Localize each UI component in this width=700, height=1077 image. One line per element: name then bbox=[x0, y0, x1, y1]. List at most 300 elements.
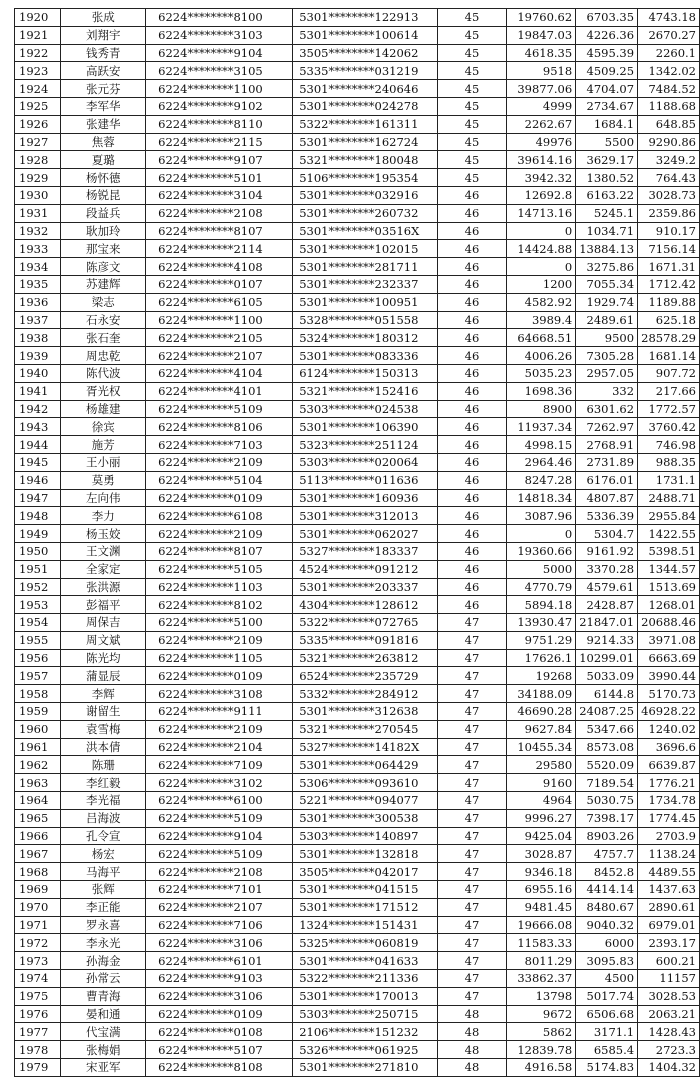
amount-c-cell: 1774.45 bbox=[638, 809, 700, 827]
amount-a-cell: 4582.92 bbox=[506, 293, 575, 311]
row-number-cell: 1979 bbox=[15, 1059, 61, 1077]
bank-card-cell: 6224********6108 bbox=[146, 507, 293, 525]
name-cell: 张元芬 bbox=[61, 80, 146, 98]
age-cell: 46 bbox=[438, 347, 507, 365]
amount-c-cell: 764.43 bbox=[638, 169, 700, 187]
table-row bbox=[15, 293, 700, 311]
amount-a-cell: 19847.03 bbox=[506, 26, 575, 44]
age-cell: 46 bbox=[438, 275, 507, 293]
table-row bbox=[15, 845, 700, 863]
name-cell: 耿加玲 bbox=[61, 222, 146, 240]
name-cell: 张成 bbox=[61, 9, 146, 27]
table-row bbox=[15, 1041, 700, 1059]
amount-b-cell: 1380.52 bbox=[576, 169, 638, 187]
table-row bbox=[15, 898, 700, 916]
table-row bbox=[15, 792, 700, 810]
amount-c-cell: 1776.21 bbox=[638, 774, 700, 792]
table-row bbox=[15, 1005, 700, 1023]
bank-card-cell: 6224********0109 bbox=[146, 1005, 293, 1023]
name-cell: 左向伟 bbox=[61, 489, 146, 507]
age-cell: 47 bbox=[438, 863, 507, 881]
table-row bbox=[15, 525, 700, 543]
id-number-cell: 4524********091212 bbox=[293, 560, 438, 578]
row-number-cell: 1936 bbox=[15, 293, 61, 311]
bank-card-cell: 6224********1105 bbox=[146, 649, 293, 667]
name-cell: 陈彦文 bbox=[61, 258, 146, 276]
age-cell: 46 bbox=[438, 258, 507, 276]
age-cell: 47 bbox=[438, 970, 507, 988]
name-cell: 曹青海 bbox=[61, 987, 146, 1005]
amount-c-cell: 217.66 bbox=[638, 382, 700, 400]
name-cell: 李力 bbox=[61, 507, 146, 525]
amount-a-cell: 14713.16 bbox=[506, 204, 575, 222]
age-cell: 46 bbox=[438, 400, 507, 418]
id-number-cell: 5324********180312 bbox=[293, 329, 438, 347]
name-cell: 陈代波 bbox=[61, 364, 146, 382]
amount-b-cell: 9500 bbox=[576, 329, 638, 347]
row-number-cell: 1931 bbox=[15, 204, 61, 222]
table-row bbox=[15, 863, 700, 881]
amount-b-cell: 7398.17 bbox=[576, 809, 638, 827]
id-number-cell: 5322********161311 bbox=[293, 115, 438, 133]
amount-b-cell: 1034.71 bbox=[576, 222, 638, 240]
row-number-cell: 1930 bbox=[15, 186, 61, 204]
amount-b-cell: 4414.14 bbox=[576, 881, 638, 899]
amount-c-cell: 2723.3 bbox=[638, 1041, 700, 1059]
name-cell: 杨怀德 bbox=[61, 169, 146, 187]
name-cell: 高跃安 bbox=[61, 62, 146, 80]
amount-a-cell: 5035.23 bbox=[506, 364, 575, 382]
row-number-cell: 1960 bbox=[15, 720, 61, 738]
table-row bbox=[15, 115, 700, 133]
name-cell: 王小丽 bbox=[61, 453, 146, 471]
bank-card-cell: 6224********5109 bbox=[146, 845, 293, 863]
amount-b-cell: 4807.87 bbox=[576, 489, 638, 507]
id-number-cell: 5301********300538 bbox=[293, 809, 438, 827]
amount-c-cell: 1138.24 bbox=[638, 845, 700, 863]
amount-b-cell: 2731.89 bbox=[576, 453, 638, 471]
bank-card-cell: 6224********2107 bbox=[146, 347, 293, 365]
id-number-cell: 5301********100951 bbox=[293, 293, 438, 311]
amount-c-cell: 5170.73 bbox=[638, 685, 700, 703]
amount-a-cell: 5894.18 bbox=[506, 596, 575, 614]
amount-c-cell: 3696.6 bbox=[638, 738, 700, 756]
row-number-cell: 1920 bbox=[15, 9, 61, 27]
id-number-cell: 5301********100614 bbox=[293, 26, 438, 44]
amount-b-cell: 7305.28 bbox=[576, 347, 638, 365]
bank-card-cell: 6224********0109 bbox=[146, 667, 293, 685]
row-number-cell: 1965 bbox=[15, 809, 61, 827]
amount-a-cell: 8900 bbox=[506, 400, 575, 418]
row-number-cell: 1978 bbox=[15, 1041, 61, 1059]
id-number-cell: 5301********064429 bbox=[293, 756, 438, 774]
id-number-cell: 5301********232337 bbox=[293, 275, 438, 293]
age-cell: 46 bbox=[438, 186, 507, 204]
age-cell: 45 bbox=[438, 115, 507, 133]
row-number-cell: 1929 bbox=[15, 169, 61, 187]
name-cell: 全家定 bbox=[61, 560, 146, 578]
row-number-cell: 1932 bbox=[15, 222, 61, 240]
amount-a-cell: 64668.51 bbox=[506, 329, 575, 347]
name-cell: 周忠乾 bbox=[61, 347, 146, 365]
amount-a-cell: 19760.62 bbox=[506, 9, 575, 27]
amount-c-cell: 1671.31 bbox=[638, 258, 700, 276]
amount-a-cell: 2964.46 bbox=[506, 453, 575, 471]
id-number-cell: 5335********091816 bbox=[293, 631, 438, 649]
row-number-cell: 1950 bbox=[15, 542, 61, 560]
age-cell: 47 bbox=[438, 614, 507, 632]
bank-card-cell: 6224********0109 bbox=[146, 489, 293, 507]
table-row bbox=[15, 418, 700, 436]
name-cell: 李军华 bbox=[61, 97, 146, 115]
id-number-cell: 5326********061925 bbox=[293, 1041, 438, 1059]
amount-c-cell: 6639.87 bbox=[638, 756, 700, 774]
bank-card-cell: 6224********1100 bbox=[146, 311, 293, 329]
id-number-cell: 5301********03516X bbox=[293, 222, 438, 240]
amount-c-cell: 1772.57 bbox=[638, 400, 700, 418]
name-cell: 焦蓉 bbox=[61, 133, 146, 151]
bank-card-cell: 6224********2104 bbox=[146, 738, 293, 756]
row-number-cell: 1945 bbox=[15, 453, 61, 471]
id-number-cell: 5301********281711 bbox=[293, 258, 438, 276]
name-cell: 罗永喜 bbox=[61, 916, 146, 934]
amount-b-cell: 5304.7 bbox=[576, 525, 638, 543]
amount-a-cell: 19268 bbox=[506, 667, 575, 685]
amount-b-cell: 3171.1 bbox=[576, 1023, 638, 1041]
age-cell: 45 bbox=[438, 151, 507, 169]
age-cell: 45 bbox=[438, 97, 507, 115]
bank-card-cell: 6224********6100 bbox=[146, 792, 293, 810]
amount-b-cell: 2768.91 bbox=[576, 436, 638, 454]
amount-b-cell: 5336.39 bbox=[576, 507, 638, 525]
row-number-cell: 1952 bbox=[15, 578, 61, 596]
age-cell: 46 bbox=[438, 489, 507, 507]
name-cell: 谢留生 bbox=[61, 703, 146, 721]
row-number-cell: 1941 bbox=[15, 382, 61, 400]
id-number-cell: 5321********270545 bbox=[293, 720, 438, 738]
bank-card-cell: 6224********2109 bbox=[146, 453, 293, 471]
age-cell: 46 bbox=[438, 507, 507, 525]
table-row bbox=[15, 827, 700, 845]
name-cell: 洪本倩 bbox=[61, 738, 146, 756]
amount-b-cell: 6585.4 bbox=[576, 1041, 638, 1059]
id-number-cell: 5306********093610 bbox=[293, 774, 438, 792]
age-cell: 46 bbox=[438, 364, 507, 382]
age-cell: 47 bbox=[438, 898, 507, 916]
table-row bbox=[15, 756, 700, 774]
amount-c-cell: 1731.1 bbox=[638, 471, 700, 489]
table-row bbox=[15, 685, 700, 703]
bank-card-cell: 6224********3105 bbox=[146, 62, 293, 80]
age-cell: 46 bbox=[438, 542, 507, 560]
id-number-cell: 3505********042017 bbox=[293, 863, 438, 881]
row-number-cell: 1971 bbox=[15, 916, 61, 934]
amount-c-cell: 746.98 bbox=[638, 436, 700, 454]
name-cell: 那宝来 bbox=[61, 240, 146, 258]
amount-b-cell: 5245.1 bbox=[576, 204, 638, 222]
amount-c-cell: 2260.1 bbox=[638, 44, 700, 62]
amount-a-cell: 4006.26 bbox=[506, 347, 575, 365]
id-number-cell: 5322********211336 bbox=[293, 970, 438, 988]
name-cell: 代宝满 bbox=[61, 1023, 146, 1041]
table-row bbox=[15, 649, 700, 667]
row-number-cell: 1944 bbox=[15, 436, 61, 454]
id-number-cell: 5301********041515 bbox=[293, 881, 438, 899]
amount-c-cell: 2670.27 bbox=[638, 26, 700, 44]
id-number-cell: 5323********251124 bbox=[293, 436, 438, 454]
age-cell: 47 bbox=[438, 667, 507, 685]
row-number-cell: 1962 bbox=[15, 756, 61, 774]
amount-c-cell: 1428.43 bbox=[638, 1023, 700, 1041]
id-number-cell: 5113********011636 bbox=[293, 471, 438, 489]
row-number-cell: 1961 bbox=[15, 738, 61, 756]
table-row bbox=[15, 151, 700, 169]
table-row bbox=[15, 489, 700, 507]
bank-card-cell: 6224********9103 bbox=[146, 970, 293, 988]
name-cell: 夏璐 bbox=[61, 151, 146, 169]
age-cell: 46 bbox=[438, 578, 507, 596]
id-number-cell: 5301********271810 bbox=[293, 1059, 438, 1077]
amount-b-cell: 4500 bbox=[576, 970, 638, 988]
amount-b-cell: 7189.54 bbox=[576, 774, 638, 792]
bank-card-cell: 6224********0107 bbox=[146, 275, 293, 293]
amount-c-cell: 2488.71 bbox=[638, 489, 700, 507]
bank-card-cell: 6224********5105 bbox=[146, 560, 293, 578]
amount-a-cell: 3989.4 bbox=[506, 311, 575, 329]
amount-a-cell: 4770.79 bbox=[506, 578, 575, 596]
amount-a-cell: 9672 bbox=[506, 1005, 575, 1023]
table-row bbox=[15, 916, 700, 934]
table-row bbox=[15, 578, 700, 596]
id-number-cell: 5301********041633 bbox=[293, 952, 438, 970]
id-number-cell: 5301********024278 bbox=[293, 97, 438, 115]
name-cell: 周文斌 bbox=[61, 631, 146, 649]
amount-b-cell: 5017.74 bbox=[576, 987, 638, 1005]
bank-card-cell: 6224********8102 bbox=[146, 596, 293, 614]
bank-card-cell: 6224********9102 bbox=[146, 97, 293, 115]
age-cell: 46 bbox=[438, 311, 507, 329]
age-cell: 47 bbox=[438, 649, 507, 667]
id-number-cell: 6124********150313 bbox=[293, 364, 438, 382]
amount-a-cell: 19360.66 bbox=[506, 542, 575, 560]
name-cell: 李光福 bbox=[61, 792, 146, 810]
name-cell: 马海平 bbox=[61, 863, 146, 881]
amount-b-cell: 9161.92 bbox=[576, 542, 638, 560]
name-cell: 张建华 bbox=[61, 115, 146, 133]
amount-b-cell: 6000 bbox=[576, 934, 638, 952]
id-number-cell: 5321********152416 bbox=[293, 382, 438, 400]
bank-card-cell: 6224********2115 bbox=[146, 133, 293, 151]
id-number-cell: 5328********051558 bbox=[293, 311, 438, 329]
row-number-cell: 1927 bbox=[15, 133, 61, 151]
amount-c-cell: 1513.69 bbox=[638, 578, 700, 596]
amount-a-cell: 1200 bbox=[506, 275, 575, 293]
bank-card-cell: 6224********9104 bbox=[146, 44, 293, 62]
bank-card-cell: 6224********2109 bbox=[146, 525, 293, 543]
amount-b-cell: 4509.25 bbox=[576, 62, 638, 80]
row-number-cell: 1922 bbox=[15, 44, 61, 62]
amount-c-cell: 1342.02 bbox=[638, 62, 700, 80]
name-cell: 蒲显辰 bbox=[61, 667, 146, 685]
age-cell: 47 bbox=[438, 774, 507, 792]
id-number-cell: 5301********106390 bbox=[293, 418, 438, 436]
amount-b-cell: 9214.33 bbox=[576, 631, 638, 649]
amount-b-cell: 6301.62 bbox=[576, 400, 638, 418]
table-row bbox=[15, 542, 700, 560]
row-number-cell: 1976 bbox=[15, 1005, 61, 1023]
amount-a-cell: 11583.33 bbox=[506, 934, 575, 952]
amount-a-cell: 1698.36 bbox=[506, 382, 575, 400]
row-number-cell: 1942 bbox=[15, 400, 61, 418]
amount-c-cell: 6663.69 bbox=[638, 649, 700, 667]
row-number-cell: 1967 bbox=[15, 845, 61, 863]
amount-a-cell: 4618.35 bbox=[506, 44, 575, 62]
amount-b-cell: 3095.83 bbox=[576, 952, 638, 970]
table-row bbox=[15, 222, 700, 240]
amount-b-cell: 7262.97 bbox=[576, 418, 638, 436]
bank-card-cell: 6224********4104 bbox=[146, 364, 293, 382]
table-row bbox=[15, 311, 700, 329]
amount-a-cell: 8247.28 bbox=[506, 471, 575, 489]
amount-a-cell: 39614.16 bbox=[506, 151, 575, 169]
id-number-cell: 6524********235729 bbox=[293, 667, 438, 685]
name-cell: 张梅娟 bbox=[61, 1041, 146, 1059]
row-number-cell: 1963 bbox=[15, 774, 61, 792]
name-cell: 刘翔宇 bbox=[61, 26, 146, 44]
bank-card-cell: 6224********1100 bbox=[146, 80, 293, 98]
amount-c-cell: 1681.14 bbox=[638, 347, 700, 365]
id-number-cell: 5301********083336 bbox=[293, 347, 438, 365]
age-cell: 46 bbox=[438, 471, 507, 489]
table-row bbox=[15, 507, 700, 525]
row-number-cell: 1954 bbox=[15, 614, 61, 632]
table-body bbox=[15, 9, 700, 1077]
table-row bbox=[15, 934, 700, 952]
age-cell: 47 bbox=[438, 916, 507, 934]
age-cell: 47 bbox=[438, 987, 507, 1005]
bank-card-cell: 6224********8100 bbox=[146, 9, 293, 27]
amount-c-cell: 1734.78 bbox=[638, 792, 700, 810]
age-cell: 45 bbox=[438, 80, 507, 98]
id-number-cell: 5303********250715 bbox=[293, 1005, 438, 1023]
table-row bbox=[15, 400, 700, 418]
amount-c-cell: 2890.61 bbox=[638, 898, 700, 916]
name-cell: 陈珊 bbox=[61, 756, 146, 774]
name-cell: 孙常云 bbox=[61, 970, 146, 988]
table-row bbox=[15, 774, 700, 792]
amount-b-cell: 8903.26 bbox=[576, 827, 638, 845]
name-cell: 施芳 bbox=[61, 436, 146, 454]
amount-c-cell: 1189.88 bbox=[638, 293, 700, 311]
amount-c-cell: 3028.73 bbox=[638, 186, 700, 204]
amount-a-cell: 9481.45 bbox=[506, 898, 575, 916]
row-number-cell: 1939 bbox=[15, 347, 61, 365]
amount-a-cell: 0 bbox=[506, 525, 575, 543]
table-row bbox=[15, 347, 700, 365]
amount-a-cell: 34188.09 bbox=[506, 685, 575, 703]
amount-b-cell: 6703.35 bbox=[576, 9, 638, 27]
amount-a-cell: 9160 bbox=[506, 774, 575, 792]
table-row bbox=[15, 329, 700, 347]
name-cell: 胥光权 bbox=[61, 382, 146, 400]
bank-card-cell: 6224********3108 bbox=[146, 685, 293, 703]
age-cell: 46 bbox=[438, 453, 507, 471]
row-number-cell: 1951 bbox=[15, 560, 61, 578]
id-number-cell: 5301********122913 bbox=[293, 9, 438, 27]
amount-a-cell: 4964 bbox=[506, 792, 575, 810]
id-number-cell: 5301********170013 bbox=[293, 987, 438, 1005]
id-number-cell: 5301********203337 bbox=[293, 578, 438, 596]
amount-b-cell: 4595.39 bbox=[576, 44, 638, 62]
name-cell: 段益兵 bbox=[61, 204, 146, 222]
table-row bbox=[15, 26, 700, 44]
bank-card-cell: 6224********8107 bbox=[146, 542, 293, 560]
amount-b-cell: 3370.28 bbox=[576, 560, 638, 578]
table-row bbox=[15, 1023, 700, 1041]
amount-a-cell: 46690.28 bbox=[506, 703, 575, 721]
amount-b-cell: 8573.08 bbox=[576, 738, 638, 756]
amount-b-cell: 4226.36 bbox=[576, 26, 638, 44]
amount-c-cell: 6979.01 bbox=[638, 916, 700, 934]
id-number-cell: 5301********032916 bbox=[293, 186, 438, 204]
amount-c-cell: 3760.42 bbox=[638, 418, 700, 436]
amount-b-cell: 10299.01 bbox=[576, 649, 638, 667]
age-cell: 45 bbox=[438, 62, 507, 80]
row-number-cell: 1921 bbox=[15, 26, 61, 44]
name-cell: 王文渊 bbox=[61, 542, 146, 560]
bank-card-cell: 6224********2107 bbox=[146, 898, 293, 916]
id-number-cell: 5301********102015 bbox=[293, 240, 438, 258]
data-table bbox=[14, 8, 700, 1077]
row-number-cell: 1957 bbox=[15, 667, 61, 685]
row-number-cell: 1943 bbox=[15, 418, 61, 436]
amount-c-cell: 46928.22 bbox=[638, 703, 700, 721]
age-cell: 47 bbox=[438, 845, 507, 863]
bank-card-cell: 6224********6105 bbox=[146, 293, 293, 311]
bank-card-cell: 6224********9104 bbox=[146, 827, 293, 845]
amount-b-cell: 4579.61 bbox=[576, 578, 638, 596]
age-cell: 48 bbox=[438, 1059, 507, 1077]
age-cell: 45 bbox=[438, 44, 507, 62]
id-number-cell: 5221********094077 bbox=[293, 792, 438, 810]
amount-a-cell: 9751.29 bbox=[506, 631, 575, 649]
bank-card-cell: 6224********3106 bbox=[146, 934, 293, 952]
amount-c-cell: 28578.29 bbox=[638, 329, 700, 347]
amount-b-cell: 2957.05 bbox=[576, 364, 638, 382]
amount-c-cell: 3990.44 bbox=[638, 667, 700, 685]
amount-a-cell: 12839.78 bbox=[506, 1041, 575, 1059]
table-row bbox=[15, 97, 700, 115]
name-cell: 孔令宣 bbox=[61, 827, 146, 845]
row-number-cell: 1923 bbox=[15, 62, 61, 80]
age-cell: 46 bbox=[438, 382, 507, 400]
bank-card-cell: 6224********2108 bbox=[146, 863, 293, 881]
id-number-cell: 5303********024538 bbox=[293, 400, 438, 418]
id-number-cell: 4304********128612 bbox=[293, 596, 438, 614]
id-number-cell: 5303********140897 bbox=[293, 827, 438, 845]
age-cell: 45 bbox=[438, 169, 507, 187]
amount-b-cell: 5030.75 bbox=[576, 792, 638, 810]
row-number-cell: 1953 bbox=[15, 596, 61, 614]
amount-c-cell: 4743.18 bbox=[638, 9, 700, 27]
bank-card-cell: 6224********8107 bbox=[146, 222, 293, 240]
name-cell: 钱秀青 bbox=[61, 44, 146, 62]
amount-a-cell: 29580 bbox=[506, 756, 575, 774]
amount-c-cell: 9290.86 bbox=[638, 133, 700, 151]
table-row bbox=[15, 738, 700, 756]
bank-card-cell: 6224********3102 bbox=[146, 774, 293, 792]
table-row bbox=[15, 560, 700, 578]
